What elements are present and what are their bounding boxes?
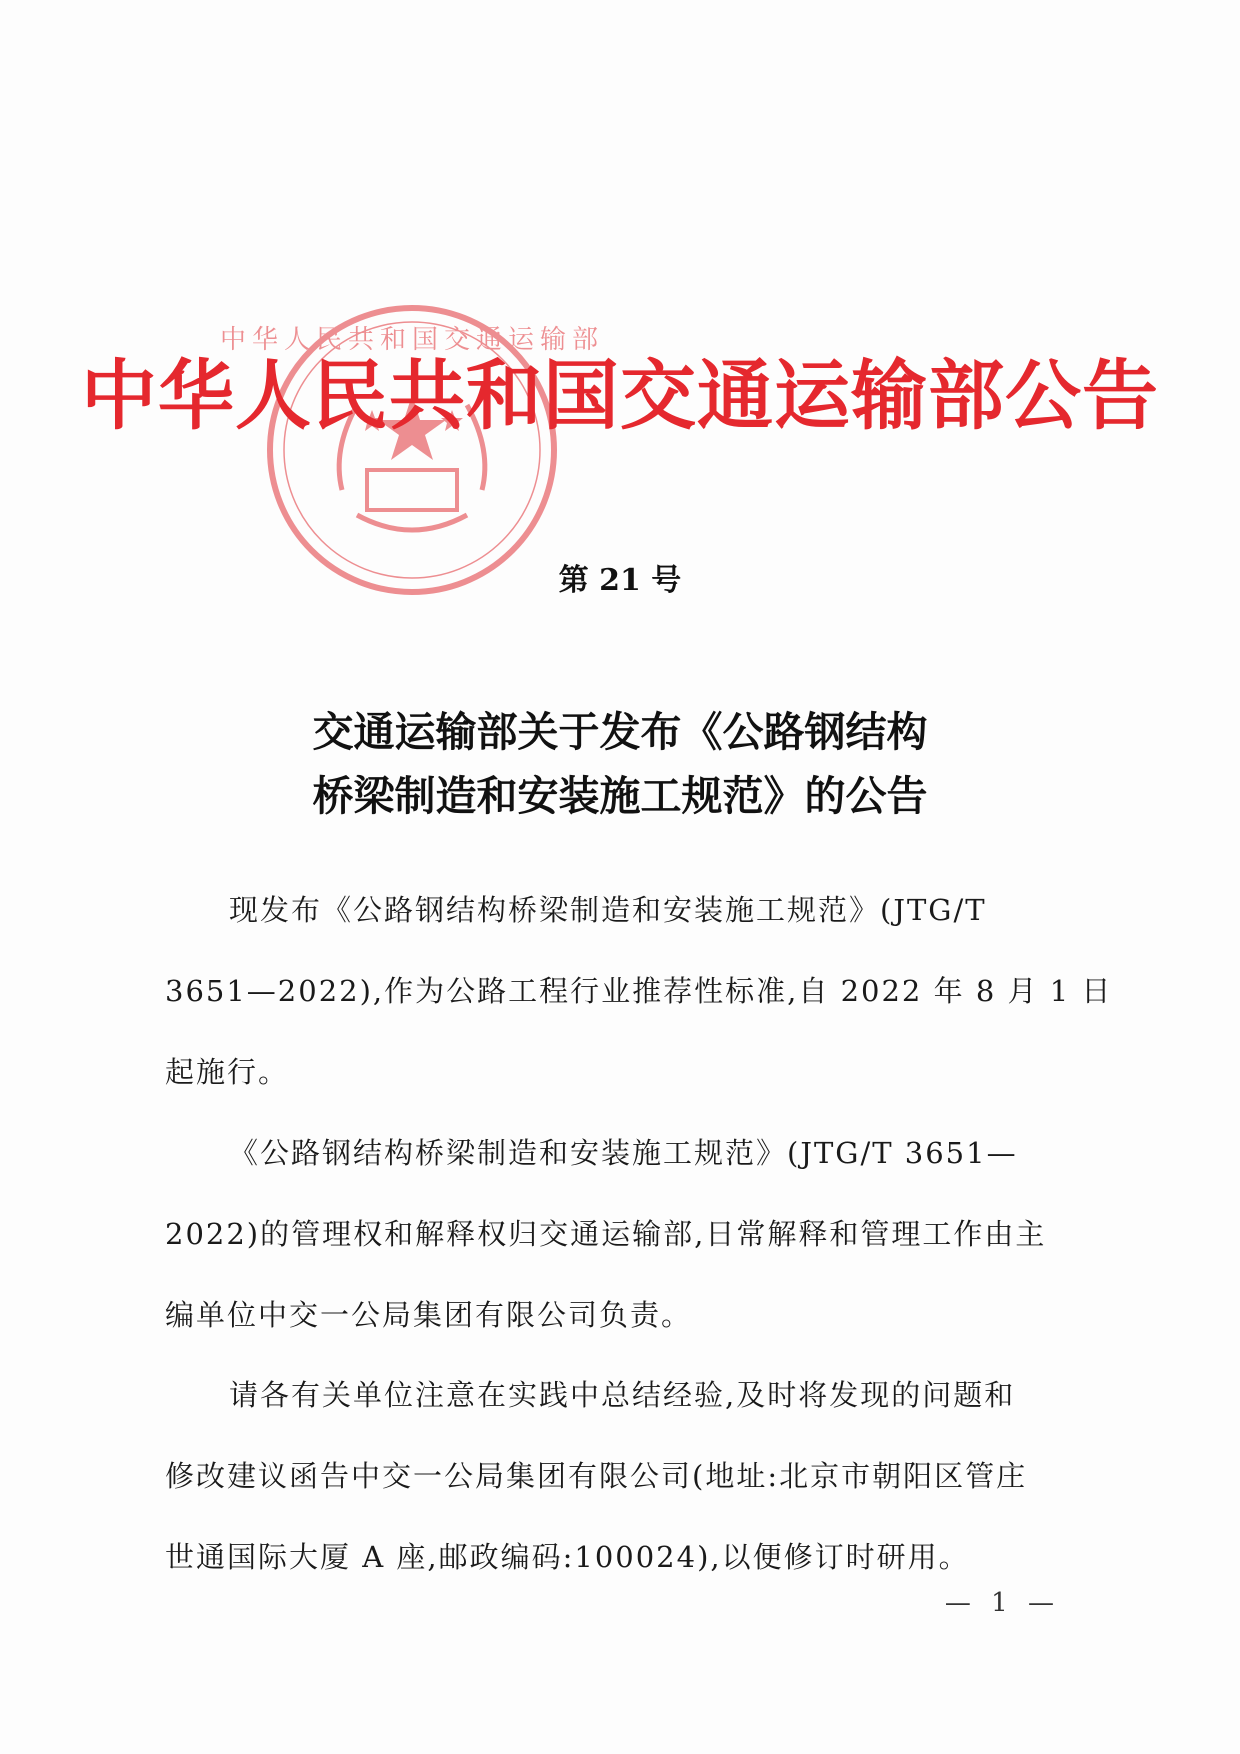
paragraph-line: 现发布《公路钢结构桥梁制造和安装施工规范》(JTG/T — [229, 893, 987, 927]
paragraph-line: 3651—2022),作为公路工程行业推荐性标准,自 2022 年 8 月 1 日 — [165, 974, 1113, 1008]
seal-ring-text: 中华人民共和国交通运输部 — [219, 325, 605, 355]
header-title: 中华人民共和国交通运输部公告 — [81, 351, 1159, 440]
paragraph-line: 世通国际大厦 A 座,邮政编码:100024),以便修订时研用。 — [165, 1540, 970, 1574]
paragraph-2 — [165, 1113, 1075, 1356]
document-title — [0, 700, 1240, 828]
paragraph-line: 修改建议函告中交一公局集团有限公司(地址:北京市朝阳区管庄 — [165, 1459, 1028, 1493]
paragraph-line: 请各有关单位注意在实践中总结经验,及时将发现的问题和 — [229, 1378, 1016, 1412]
document-title-line-2: 桥梁制造和安装施工规范》的公告 — [312, 772, 928, 820]
paragraph-line: 编单位中交一公局集团有限公司负责。 — [165, 1298, 693, 1332]
paragraph-line: 《公路钢结构桥梁制造和安装施工规范》(JTG/T 3651— — [229, 1136, 1018, 1170]
page-number: — 1 — — [944, 1588, 1060, 1618]
paragraph-line: 起施行。 — [165, 1055, 290, 1089]
document-number: 第 21 号 — [558, 563, 682, 598]
paragraph-1 — [165, 870, 1113, 1113]
document-title-line-1: 交通运输部关于发布《公路钢结构 — [312, 708, 928, 756]
paragraph-line: 2022)的管理权和解释权归交通运输部,日常解释和管理工作由主 — [165, 1217, 1047, 1251]
paragraph-3 — [165, 1355, 1075, 1598]
